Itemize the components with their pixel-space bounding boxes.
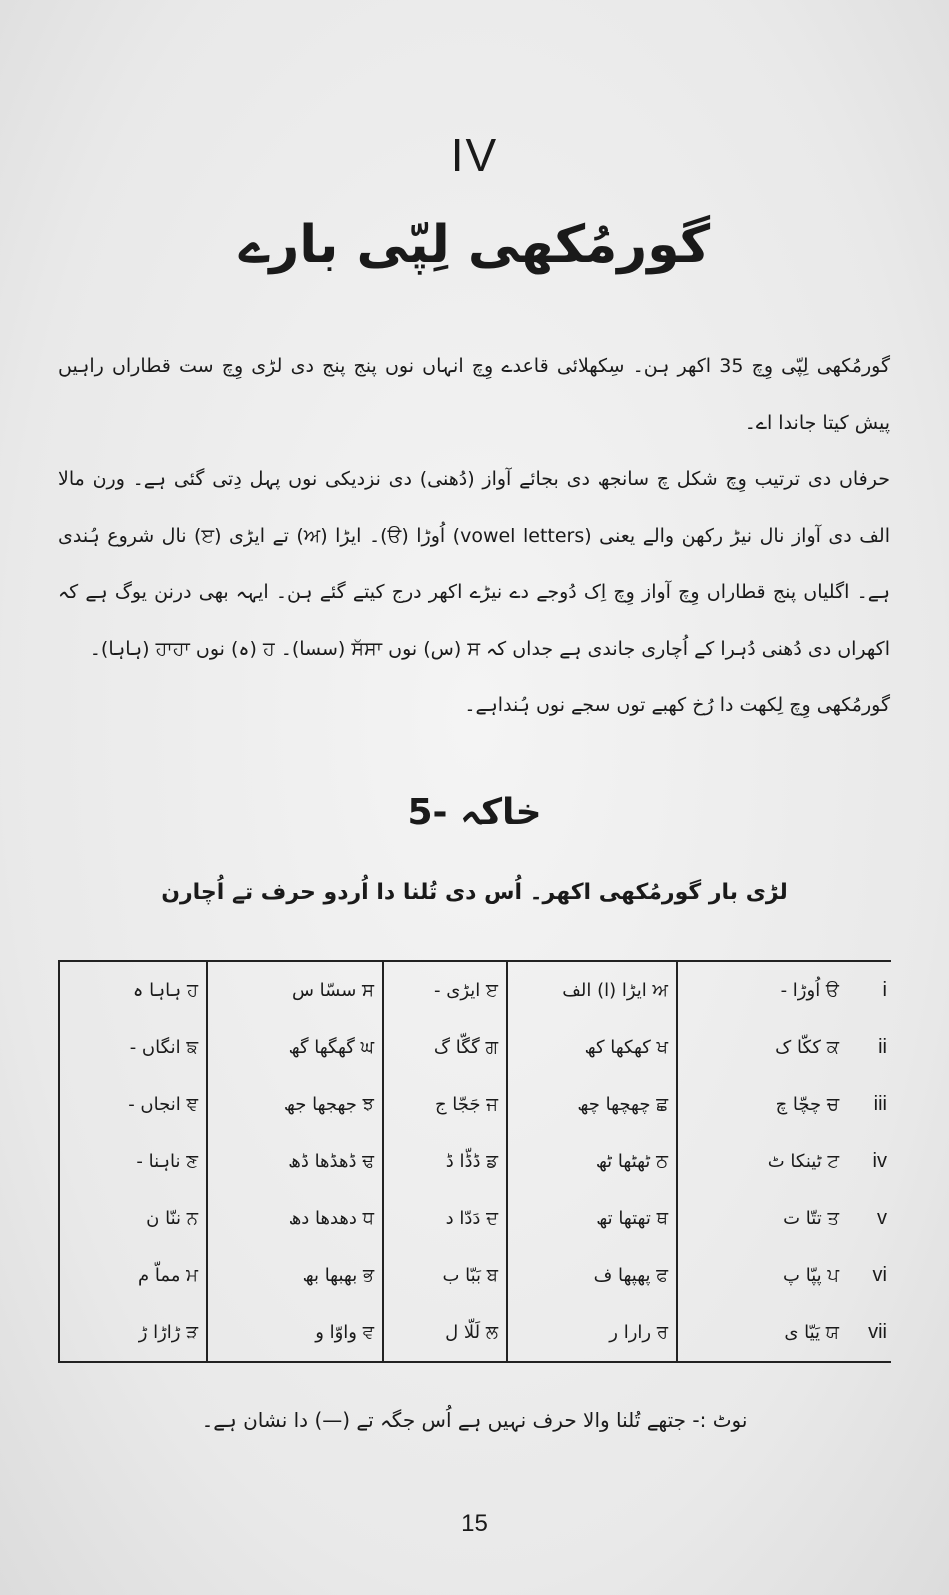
letter-cell: ਵ واوّا و <box>207 1304 383 1362</box>
paragraph: حرفاں دی ترتیب وِچ شکل چ سانجھ دی بجائے آواز (دُھنی) دی نزدیکی نوں پہل دِتی گئی ہے۔ ورن مالا الف دی آواز نال نیڑ رکھن والے یعنی (vowel letters) اُوڑا (ੳ)۔ ایڑا (ਅ) تے ایڑی (ੲ) نال شروع ہُندی ہے۔ اگلیاں پنج قطاراں وِچ آواز وِچ اِک دُوجے دے نیڑے اکھر درج کیتے گئے ہن۔ ایہہ بھی درنن یوگ ہے کہ اکھراں دی دُھنی دُہرا کے اُچاری جاندی ہے جداں کہ ਸ (س) نوں ਸੱਸਾ (سسا)۔ ਹ (ہ) نوں ਹਾਹਾ (ہاہا)۔ <box>58 468 890 660</box>
letter-cell: ਧ دھدھا دھ <box>207 1190 383 1247</box>
table-row <box>59 1304 891 1362</box>
letter-cell: ੲ ایڑی - <box>383 961 507 1019</box>
letter-cell: ਲ لَلّا ل <box>383 1304 507 1362</box>
letter-cell: ਛ چھچھا چھ <box>507 1076 677 1133</box>
table-row <box>59 1019 891 1076</box>
table-row <box>59 1133 891 1190</box>
letter-cell: ਥ تھتھا تھ <box>507 1190 677 1247</box>
letter-cell: ਖ کھکھا کھ <box>507 1019 677 1076</box>
letters-table <box>58 960 891 1363</box>
letter-cell: ਞ انجاں - <box>59 1076 207 1133</box>
paragraph: گورمُکھی وِچ لِکھت دا رُخ کھبے توں سجے نوں ہُنداہے۔ <box>464 694 890 716</box>
letter-cell: ਜ جَجّا ج <box>383 1076 507 1133</box>
letter-cell: ਯ یَیّا ی <box>677 1304 847 1362</box>
chapter-numeral: IV <box>450 129 499 181</box>
letter-cell: ਮ مماّ م <box>59 1247 207 1304</box>
page-number: 15 <box>461 1510 488 1537</box>
letter-cell: ਠ ٹھٹھا ٹھ <box>507 1133 677 1190</box>
letter-cell: ਰ رارا ر <box>507 1304 677 1362</box>
letter-cell: ਪ پپّا پ <box>677 1247 847 1304</box>
letter-cell: ਕ ککّا ک <box>677 1019 847 1076</box>
letter-cell: ਡ ڈڈّا ڈ <box>383 1133 507 1190</box>
paragraph: گورمُکھی لِپّی وِچ 35 اکھر ہن۔ سِکھلائی قاعدے وِچ انہاں نوں پنج پنج دی لڑی وِچ ست قطاراں راہیں پیش کیتا جاندا اے۔ <box>58 355 890 434</box>
row-numeral: v <box>877 1207 887 1229</box>
letter-cell: ਢ ڈھڈھا ڈھ <box>207 1133 383 1190</box>
table-row <box>59 961 891 1019</box>
row-numeral: i <box>882 979 887 1001</box>
letter-cell: ਸ سسّا س <box>207 961 383 1019</box>
row-numeral: iii <box>873 1093 887 1115</box>
letter-cell: ਬ بَبّا ب <box>383 1247 507 1304</box>
table-note: نوٹ :- جتھے تُلنا والا حرف نہیں ہے اُس جگہ تے (—) دا نشان ہے۔ <box>201 1408 748 1432</box>
letter-cell: ਝ جھجھا جھ <box>207 1076 383 1133</box>
letter-cell: ਣ ناہنا - <box>59 1133 207 1190</box>
letter-cell: ਗ گگّا گ <box>383 1019 507 1076</box>
letter-cell: ਦ دَدّا د <box>383 1190 507 1247</box>
letter-cell: ੳ اُوڑا - <box>677 961 847 1019</box>
table-row <box>59 1247 891 1304</box>
figure-heading: خاکہ -5 <box>407 792 542 833</box>
row-numeral: iv <box>872 1150 887 1172</box>
letter-cell: ਙ انگاں - <box>59 1019 207 1076</box>
row-numeral: vii <box>868 1321 887 1343</box>
letter-cell: ਫ پھپھا ف <box>507 1247 677 1304</box>
chapter-title: گورمُکھی لِپّی بارے <box>238 215 711 275</box>
letter-cell: ਟ ٹینکا ٹ <box>677 1133 847 1190</box>
letter-cell: ਨ ننّا ن <box>59 1190 207 1247</box>
table-row <box>59 1190 891 1247</box>
letter-cell: ਭ بھبھا بھ <box>207 1247 383 1304</box>
letter-cell: ਤ تتّا ت <box>677 1190 847 1247</box>
row-numeral: ii <box>878 1036 887 1058</box>
letter-cell: ਘ گھگھا گھ <box>207 1019 383 1076</box>
letter-cell: ਹ ہاہا ہ <box>59 961 207 1019</box>
letter-cell: ੜ ڑاڑا ڑ <box>59 1304 207 1362</box>
table-title: لڑی بار گورمُکھی اکھر۔ اُس دی تُلنا دا اُردو حرف تے اُچارن <box>161 880 788 905</box>
row-numeral: vi <box>872 1264 887 1286</box>
letter-cell: ਅ ایڑا (ا) الف <box>507 961 677 1019</box>
body-text <box>58 338 890 734</box>
letter-cell: ਚ چچّا چ <box>677 1076 847 1133</box>
table-row <box>59 1076 891 1133</box>
